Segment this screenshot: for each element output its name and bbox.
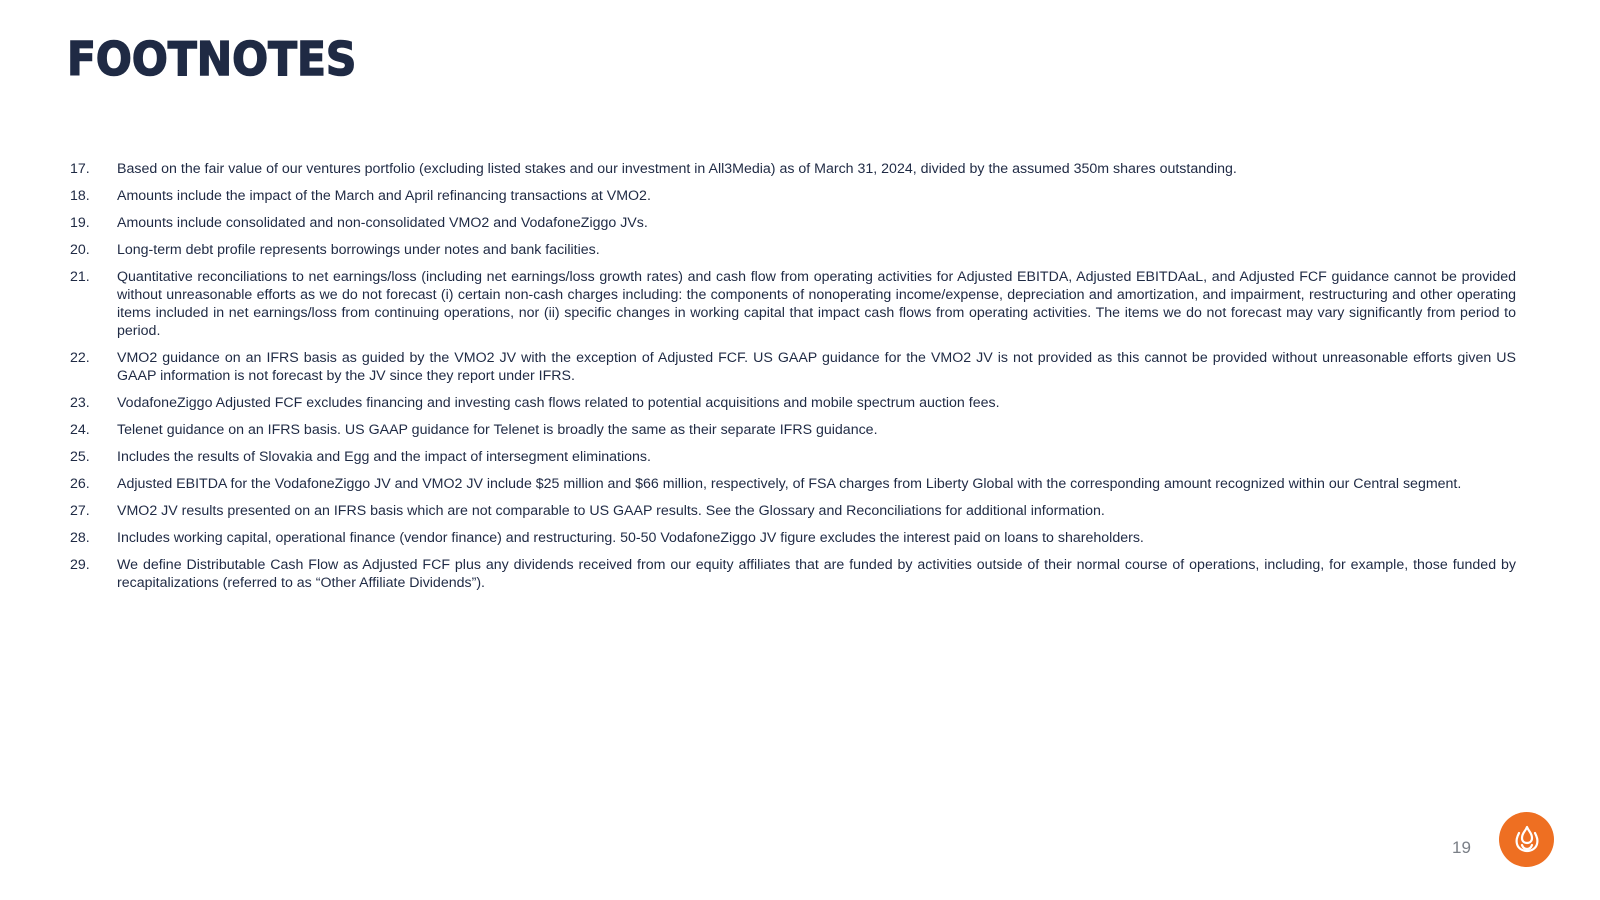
footnote-item <box>70 349 1516 385</box>
flame-logo-icon <box>1510 823 1544 857</box>
footnote-item <box>70 160 1516 178</box>
footnote-number: 25. <box>70 449 90 465</box>
footnote-text: Adjusted EBITDA for the VodafoneZiggo JV and VMO2 JV include $25 million and $66 million, respectively, of FSA charges from Liberty Global with the corresponding amount recognized within our Central segment. <box>117 476 1462 492</box>
footnote-number: 19. <box>70 215 90 231</box>
footnote-item <box>70 187 1516 205</box>
footnote-text: Includes the results of Slovakia and Egg and the impact of intersegment eliminations. <box>117 449 651 465</box>
footnote-text: Based on the fair value of our ventures portfolio (excluding listed stakes and our investment in All3Media) as of March 31, 2024, divided by the assumed 350m shares outstanding. <box>117 161 1237 177</box>
page-number: 19 <box>1452 838 1471 857</box>
footnote-item <box>70 475 1516 493</box>
footnote-number: 28. <box>70 530 90 546</box>
footnote-number: 20. <box>70 242 90 258</box>
footnote-number: 17. <box>70 161 90 177</box>
footnote-text: We define Distributable Cash Flow as Adjusted FCF plus any dividends received from our equity affiliates that are funded by activities outside of their normal course of operations, including, for example, those funded by recapitalizations (referred to as “Other Affiliate Dividends”). <box>117 557 1516 591</box>
footnote-number: 27. <box>70 503 90 519</box>
footnote-text: VMO2 guidance on an IFRS basis as guided by the VMO2 JV with the exception of Adjusted FCF. US GAAP guidance for the VMO2 JV is not provided as this cannot be provided without unreasonable efforts given US GAAP information is not forecast by the JV since they report under IFRS. <box>117 350 1516 384</box>
footnote-item <box>70 268 1516 340</box>
footnote-text: Quantitative reconciliations to net earnings/loss (including net earnings/loss growth rates) and cash flow from operating activities for Adjusted EBITDA, Adjusted EBITDAaL, and Adjusted FCF guidance cannot be provided without unreasonable efforts as we do not forecast (i) certain non-cash charges including: the components of nonoperating income/expense, depreciation and amortization, and impairment, restructuring and other operating items included in net earnings/loss from continuing operations, nor (ii) specific changes in working capital that impact cash flows from operating activities. The items we do not forecast may vary significantly from period to period. <box>117 269 1516 339</box>
footnote-text: Amounts include consolidated and non-consolidated VMO2 and VodafoneZiggo JVs. <box>117 215 648 231</box>
footnote-text: Includes working capital, operational finance (vendor finance) and restructuring. 50-50 VodafoneZiggo JV figure excludes the interest paid on loans to shareholders. <box>117 530 1144 546</box>
footnote-number: 21. <box>70 269 90 285</box>
footnotes-list <box>70 160 1516 601</box>
footnote-number: 26. <box>70 476 90 492</box>
footnote-text: Long-term debt profile represents borrowings under notes and bank facilities. <box>117 242 600 258</box>
footnote-number: 22. <box>70 350 90 366</box>
footnote-number: 29. <box>70 557 90 573</box>
footnote-item <box>70 556 1516 592</box>
footnote-number: 24. <box>70 422 90 438</box>
footnote-text: VMO2 JV results presented on an IFRS basis which are not comparable to US GAAP results. See the Glossary and Reconciliations for additional information. <box>117 503 1105 519</box>
liberty-global-logo-icon <box>1499 812 1554 867</box>
page-title: FOOTNOTES <box>67 32 357 86</box>
footnote-number: 23. <box>70 395 90 411</box>
footnote-item <box>70 394 1516 412</box>
footnote-text: Amounts include the impact of the March and April refinancing transactions at VMO2. <box>117 188 651 204</box>
footnote-text: VodafoneZiggo Adjusted FCF excludes financing and investing cash flows related to potential acquisitions and mobile spectrum auction fees. <box>117 395 1000 411</box>
footnote-item <box>70 448 1516 466</box>
footnote-item <box>70 421 1516 439</box>
footnote-number: 18. <box>70 188 90 204</box>
footnote-item <box>70 214 1516 232</box>
footnote-item <box>70 502 1516 520</box>
footnote-item <box>70 241 1516 259</box>
footnote-text: Telenet guidance on an IFRS basis. US GAAP guidance for Telenet is broadly the same as their separate IFRS guidance. <box>117 422 878 438</box>
footnote-item <box>70 529 1516 547</box>
